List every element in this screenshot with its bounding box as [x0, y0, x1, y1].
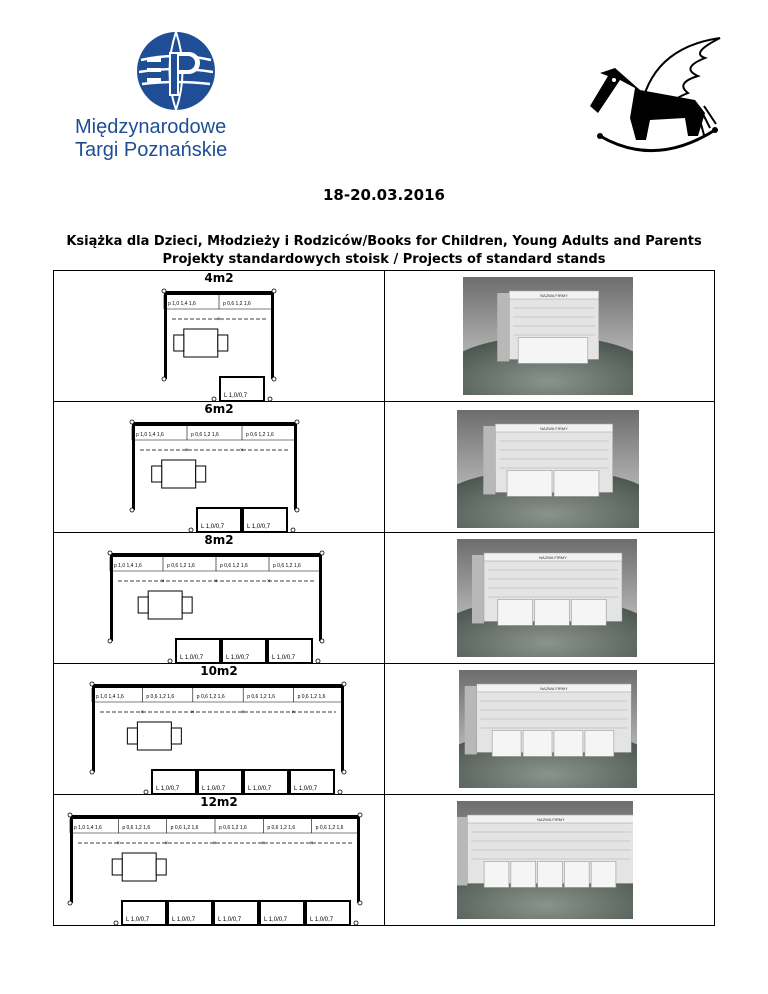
counter-label: L 1,0/0,7	[224, 393, 248, 399]
counter-label: L 1,0/0,7	[172, 917, 196, 923]
stand-render-12m2	[457, 801, 633, 919]
panel-label: p 0,6 1,2 1,6	[297, 694, 326, 700]
counter-label: L 1,0/0,7	[247, 524, 271, 530]
svg-text:×: ×	[140, 710, 144, 716]
counter-label: L 1,0/0,7	[180, 655, 204, 661]
floor-plan-6m2	[127, 418, 302, 536]
panel-label: p 0,6 1,2 1,6	[220, 563, 248, 569]
panel-label: p 0,6 1,2 1,6	[196, 694, 225, 700]
svg-text:×: ×	[213, 841, 217, 847]
title-line1: Książka dla Dzieci, Młodzieży i Rodziców/Books for Children, Young Adults and Parents	[66, 234, 702, 249]
stand-render-6m2	[457, 410, 639, 528]
panel-label: p 0,6 1,2 1,6	[167, 563, 195, 569]
plan-cell	[54, 795, 385, 926]
stand-render-10m2	[459, 670, 637, 788]
counter-label: L 1,0/0,7	[156, 786, 180, 792]
floor-plan-4m2	[159, 287, 279, 405]
counter-label: L 1,0/0,7	[226, 655, 250, 661]
svg-text:×: ×	[190, 710, 195, 716]
company-sign: NAZWA FIRMY	[540, 293, 568, 298]
stand-size-label: 6m2	[204, 402, 234, 416]
panel-label: p 0,6 1,2 1,6	[246, 432, 274, 438]
stand-size-label: 8m2	[204, 533, 234, 547]
svg-text:×: ×	[291, 710, 296, 716]
panel-label: p 0,6 1,2 1,6	[191, 432, 219, 438]
panel-label: p 0,6 1,2 1,6	[247, 694, 276, 700]
panel-label: p 0,6 1,2 1,6	[267, 825, 296, 831]
title-line2: Projekty standardowych stoisk / Projects of standard stands	[162, 252, 606, 267]
stand-size-label: 4m2	[204, 271, 234, 285]
plan-cell	[54, 664, 385, 795]
counter-label: L 1,0/0,7	[202, 786, 226, 792]
render-cell	[385, 533, 715, 664]
svg-text:×: ×	[241, 710, 245, 716]
panel-label: p 0,6 1,2 1,6	[122, 825, 151, 831]
counter-label: L 1,0/0,7	[264, 917, 288, 923]
svg-text:×: ×	[267, 579, 271, 585]
svg-text:×: ×	[309, 841, 314, 847]
render-cell	[385, 402, 715, 533]
svg-text:×: ×	[261, 841, 265, 847]
stand-row-10m2	[54, 664, 715, 795]
svg-text:×: ×	[214, 579, 218, 585]
counter-label: L 1,0/0,7	[294, 786, 318, 792]
svg-text:×: ×	[217, 317, 221, 323]
svg-text:×: ×	[240, 448, 244, 454]
panel-label: p 1,0 1,4 1,6	[96, 694, 124, 700]
svg-text:×: ×	[161, 579, 165, 585]
plan-cell	[54, 402, 385, 533]
event-date: 18-20.03.2016	[323, 186, 445, 204]
logo-line2: Targi Poznańskie	[75, 139, 228, 161]
floor-plan-10m2	[87, 680, 349, 798]
floor-plan-12m2	[65, 811, 365, 929]
stand-render-8m2	[457, 539, 637, 657]
panel-label: p 1,0 1,4 1,6	[114, 563, 142, 569]
panel-label: p 0,6 1,2 1,6	[315, 825, 344, 831]
stand-row-6m2	[54, 402, 715, 533]
render-cell	[385, 795, 715, 926]
plan-cell	[54, 271, 385, 402]
floor-plan-8m2	[105, 549, 327, 667]
stand-size-label: 12m2	[200, 795, 238, 809]
stand-row-8m2	[54, 533, 715, 664]
company-sign: NAZWA FIRMY	[539, 555, 567, 560]
company-sign: NAZWA FIRMY	[540, 686, 568, 691]
mtp-globe-logo	[135, 30, 217, 112]
panel-label: p 0,6 1,2 1,6	[223, 301, 251, 307]
company-sign: NAZWA FIRMY	[537, 817, 565, 822]
stand-size-label: 10m2	[200, 664, 238, 678]
company-sign: NAZWA FIRMY	[540, 426, 568, 431]
svg-text:×: ×	[164, 841, 169, 847]
panel-label: p 1,0 1,4 1,6	[136, 432, 164, 438]
render-cell	[385, 664, 715, 795]
counter-label: L 1,0/0,7	[126, 917, 150, 923]
counter-label: L 1,0/0,7	[201, 524, 225, 530]
counter-label: L 1,0/0,7	[248, 786, 272, 792]
panel-label: p 0,6 1,2 1,6	[146, 694, 175, 700]
counter-label: L 1,0/0,7	[218, 917, 242, 923]
svg-text:×: ×	[185, 448, 189, 454]
panel-label: p 0,6 1,2 1,6	[170, 825, 199, 831]
plan-cell	[54, 533, 385, 664]
counter-label: L 1,0/0,7	[310, 917, 334, 923]
panel-label: p 1,0 1,4 1,6	[168, 301, 196, 307]
counter-label: L 1,0/0,7	[272, 655, 296, 661]
stand-row-4m2	[54, 271, 715, 402]
stand-row-12m2	[54, 795, 715, 926]
stands-table	[53, 270, 715, 926]
logo-line1: Międzynarodowe	[75, 116, 227, 138]
panel-label: p 0,6 1,2 1,6	[219, 825, 247, 831]
rocking-horse-logo	[580, 18, 730, 163]
panel-label: p 1,0 1,4 1,6	[74, 825, 102, 831]
stand-render-4m2	[463, 277, 633, 395]
svg-text:×: ×	[116, 841, 120, 847]
panel-label: p 0,6 1,2 1,6	[273, 563, 301, 569]
render-cell	[385, 271, 715, 402]
